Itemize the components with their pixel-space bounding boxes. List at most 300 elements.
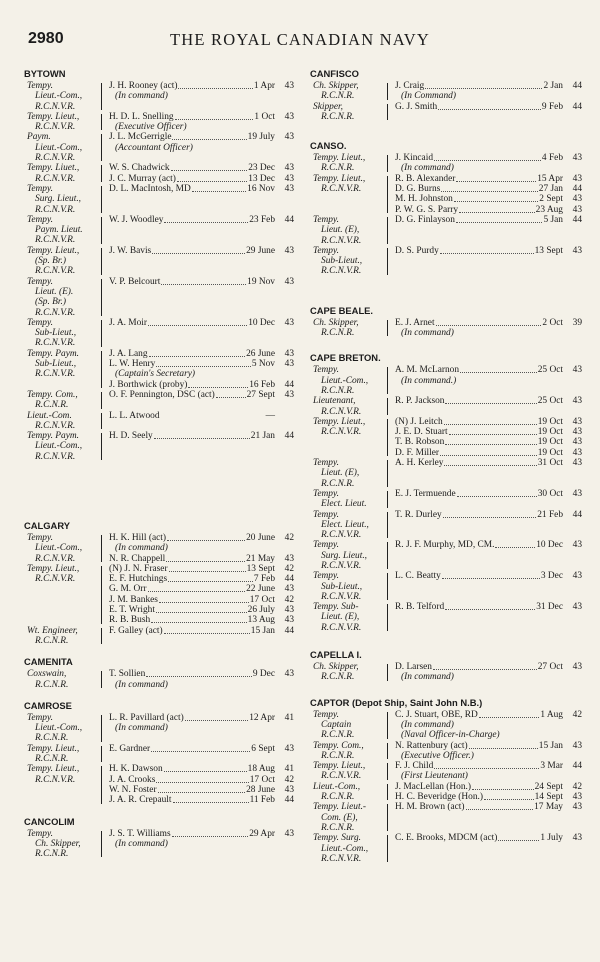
ship-section — [310, 305, 582, 339]
seniority-date: 31 Dec — [536, 602, 563, 613]
seniority-year: 41 — [284, 764, 294, 775]
officer-name: G. M. Orr — [109, 584, 147, 595]
appointment-note: (In command) — [115, 543, 168, 554]
officer-name: D. L. MacIntosh, MD — [109, 183, 191, 194]
ship-name: CAPELLA I. — [310, 649, 362, 661]
appointment-note: (In command) — [401, 328, 454, 339]
seniority-year: 42 — [572, 709, 582, 720]
brace — [97, 246, 109, 277]
rank-label — [24, 713, 97, 744]
officer-entries — [109, 829, 294, 860]
seniority-date: 19 July — [247, 132, 275, 143]
rank-line: Tempy. Lieut., — [27, 764, 80, 775]
officer-name: E. J. Termuende — [395, 488, 456, 499]
brace — [383, 761, 395, 782]
leader-dots — [436, 318, 542, 326]
officer-group — [310, 489, 582, 510]
rank-label — [24, 829, 97, 860]
officer-entries — [395, 741, 582, 762]
officer-group — [24, 163, 294, 184]
officer-name: N. Rattenbury (act) — [395, 740, 468, 751]
officer-entries — [395, 417, 582, 458]
rank-line: (Sp. Br.) — [35, 256, 66, 267]
page-title: THE ROYAL CANADIAN NAVY — [170, 30, 430, 49]
rank-line: R.C.N.V.R. — [321, 427, 362, 438]
seniority-date: 21 Feb — [537, 509, 563, 520]
rank-line: R.C.N.V.R. — [321, 406, 362, 417]
seniority-year: 44 — [572, 184, 582, 195]
rank-line: Wt. Engineer, — [27, 625, 78, 636]
officer-entry — [109, 764, 294, 774]
officer-group — [24, 713, 294, 744]
rank-line: Com. (E), — [321, 812, 358, 823]
officer-group — [310, 153, 582, 174]
officer-group — [310, 662, 582, 683]
officer-name: D. S. Purdy — [395, 245, 439, 256]
officer-group — [24, 669, 294, 690]
officer-entry — [395, 174, 582, 184]
rank-label — [310, 458, 383, 489]
leader-dots — [466, 802, 534, 810]
rank-line: Tempy. — [27, 712, 53, 723]
rank-line: Tempy. — [313, 709, 339, 720]
seniority-year: 42 — [572, 781, 582, 792]
seniority-date: 16 Nov — [247, 183, 275, 194]
officer-entry — [395, 792, 582, 802]
seniority-date: 25 Oct — [537, 365, 563, 376]
appointment-note: (Accountant Officer) — [115, 142, 193, 153]
rank-line: Tempy. Lieut., — [313, 153, 366, 164]
brace — [383, 710, 395, 741]
seniority-year: 43 — [284, 348, 294, 359]
leader-dots — [151, 744, 250, 752]
seniority-date: 19 Oct — [537, 437, 563, 448]
brace — [383, 81, 395, 102]
rank-line: R.C.N.R. — [321, 792, 355, 803]
brace — [97, 829, 109, 860]
seniority-year: 43 — [572, 571, 582, 582]
officer-entries — [395, 81, 582, 102]
leader-dots — [440, 448, 537, 456]
leader-dots — [441, 184, 537, 192]
rank-line: R.C.N.R. — [35, 679, 69, 690]
rank-line: R.C.N.R. — [321, 385, 355, 396]
officer-entries — [395, 174, 582, 215]
appointment-note: (First Lieutenant) — [401, 771, 468, 782]
seniority-date: 15 Apr — [537, 173, 563, 184]
seniority-year: 44 — [284, 574, 294, 585]
seniority-year: 43 — [284, 111, 294, 122]
brace — [383, 458, 395, 489]
rank-line: Paym. Lieut. — [35, 225, 83, 236]
rank-label — [310, 571, 383, 602]
seniority-date: 2 Oct — [542, 317, 563, 328]
officer-entry — [109, 615, 294, 625]
seniority-year: 42 — [284, 774, 294, 785]
seniority-year: 43 — [572, 245, 582, 256]
rank-label — [310, 710, 383, 741]
officer-group — [310, 761, 582, 782]
leader-dots — [156, 775, 248, 783]
seniority-year: 44 — [284, 214, 294, 225]
officer-entry — [109, 584, 294, 594]
brace — [97, 626, 109, 647]
leader-dots — [456, 174, 536, 182]
officer-entries — [109, 277, 294, 318]
officer-entry — [395, 205, 582, 215]
rank-line: Tempy. — [27, 532, 53, 543]
seniority-year: 44 — [572, 761, 582, 772]
rank-line: Skipper, — [313, 101, 343, 112]
rank-line: Tempy. Com., — [313, 740, 364, 751]
seniority-date: 5 Nov — [251, 359, 275, 370]
rank-line: R.C.N.R. — [35, 754, 69, 765]
rank-line: Tempy. — [27, 276, 53, 287]
seniority-date: 24 Sept — [534, 781, 563, 792]
rank-line: Tempy. — [27, 214, 53, 225]
officer-group — [24, 626, 294, 647]
seniority-date: 1 Apr — [253, 81, 275, 91]
appointment-note: (In command) — [401, 672, 454, 683]
officer-entries — [395, 602, 582, 633]
officer-name: E. T. Wright — [109, 605, 155, 616]
rank-line: Tempy. Lieut., — [313, 761, 366, 772]
officer-group — [310, 246, 582, 277]
officer-entry — [395, 246, 582, 256]
leader-dots — [172, 829, 249, 837]
seniority-date: 10 Dec — [536, 540, 563, 551]
leader-dots — [146, 669, 252, 677]
seniority-date: 7 Feb — [253, 574, 275, 585]
officer-entries — [109, 764, 294, 805]
leader-dots — [454, 194, 538, 202]
officer-entry — [395, 318, 582, 328]
officer-entries — [109, 713, 294, 744]
officer-name: E. Gardner — [109, 743, 151, 754]
officer-entries — [395, 246, 582, 277]
seniority-date: 5 Jan — [543, 214, 563, 225]
brace — [97, 277, 109, 318]
officer-name: J. C. Murray (act) — [109, 173, 176, 184]
seniority-date: 17 Oct — [249, 594, 275, 605]
officer-name: D. G. Burns — [395, 184, 441, 195]
brace — [383, 540, 395, 571]
appointment-note: (Captain's Secretary) — [115, 369, 196, 380]
officer-entry — [395, 448, 582, 458]
officer-name: M. H. Johnston — [395, 194, 453, 205]
seniority-year: 43 — [572, 833, 582, 844]
brace — [383, 365, 395, 396]
rank-line: Tempy. Surg. — [313, 833, 362, 844]
officer-entry — [109, 163, 294, 173]
officer-entries — [395, 571, 582, 602]
officer-group — [24, 246, 294, 277]
leader-dots — [156, 605, 247, 613]
leader-dots — [444, 417, 537, 425]
seniority-date: 29 Apr — [249, 828, 275, 839]
officer-entries — [395, 510, 582, 541]
brace — [383, 102, 395, 123]
rank-label — [24, 533, 97, 564]
seniority-year: 42 — [284, 532, 294, 543]
seniority-date: 26 June — [246, 348, 275, 359]
rank-line: Tempy. Com., — [27, 389, 78, 400]
officer-name: J. L. McGerrigle — [109, 132, 172, 143]
seniority-date: 3 Dec — [540, 571, 563, 582]
officer-name: E. F. Hutchings — [109, 574, 168, 585]
officer-group — [24, 112, 294, 133]
seniority-year: 43 — [284, 828, 294, 839]
seniority-year: 44 — [284, 795, 294, 806]
seniority-date: 30 Oct — [537, 488, 563, 499]
brace — [383, 802, 395, 833]
ship-name: CAMROSE — [24, 699, 72, 711]
officer-group — [24, 132, 294, 163]
seniority-year: 43 — [572, 396, 582, 407]
left-column — [24, 68, 294, 859]
officer-entries — [109, 112, 294, 133]
rank-label — [24, 744, 97, 765]
rank-line: R.C.N.V.R. — [35, 307, 76, 318]
officer-entry — [395, 396, 582, 406]
ship-section — [310, 140, 582, 277]
leader-dots — [438, 102, 541, 110]
rank-line: R.C.N.V.R. — [35, 266, 76, 277]
rank-line: R.C.N.V.R. — [35, 338, 76, 349]
officer-group — [310, 102, 582, 123]
leader-dots — [154, 431, 250, 439]
brace — [383, 318, 395, 339]
seniority-date: 13 Sept — [534, 245, 563, 256]
officer-entry — [395, 540, 582, 550]
rank-label — [310, 81, 383, 102]
rank-line: Lieut. (E), — [321, 612, 360, 623]
seniority-date: 23 Feb — [249, 214, 275, 225]
leader-dots — [443, 510, 537, 518]
rank-line: Ch. Skipper, — [313, 317, 359, 328]
rank-line: R.C.N.R. — [35, 400, 69, 411]
officer-entry — [109, 669, 294, 679]
seniority-date: 22 June — [246, 584, 275, 595]
officer-group — [310, 710, 582, 741]
officer-name: A. H. Kerley — [395, 458, 444, 469]
officer-entry — [109, 626, 294, 636]
rank-label — [24, 764, 97, 805]
seniority-year: 41 — [284, 712, 294, 723]
rank-line: Captain — [321, 719, 352, 730]
seniority-year: 43 — [284, 389, 294, 400]
officer-name: N. R. Chappell — [109, 553, 166, 564]
officer-entry — [395, 510, 582, 520]
rank-line: Tempy. — [313, 571, 339, 582]
leader-dots — [440, 246, 534, 254]
officer-group — [310, 417, 582, 458]
rank-line: Lieut. (E), — [321, 225, 360, 236]
officer-entry — [109, 174, 294, 184]
officer-group — [310, 540, 582, 571]
rank-line: Ch. Skipper, — [35, 838, 81, 849]
officer-group — [310, 365, 582, 396]
officer-entry — [109, 390, 294, 400]
brace — [383, 833, 395, 864]
officer-group — [310, 81, 582, 102]
rank-line: Lieut.-Com., — [313, 781, 361, 792]
rank-line: Tempy. — [313, 214, 339, 225]
officer-name: D. G. Finlayson — [395, 214, 455, 225]
rank-line: Lieut.-Com., — [35, 543, 83, 554]
rank-line: R.C.N.V.R. — [321, 591, 362, 602]
rank-line: Tempy. Lieut.- — [313, 802, 367, 813]
rank-line: R.C.N.V.R. — [35, 553, 76, 564]
officer-name: T. R. Durley — [395, 509, 442, 520]
officer-name: H. C. Beveridge (Hon.) — [395, 792, 484, 803]
rank-line: R.C.N.V.R. — [321, 771, 362, 782]
seniority-date: 10 Dec — [248, 317, 275, 328]
officer-entry — [109, 744, 294, 754]
officer-entry — [109, 246, 294, 256]
rank-label — [310, 318, 383, 339]
rank-line: Lieut.-Com., — [321, 375, 369, 386]
seniority-date: 18 Aug — [247, 764, 275, 775]
ship-name: CANSO. — [310, 140, 347, 152]
officer-name: J. H. Rooney (act) — [109, 81, 178, 91]
leader-dots — [495, 540, 535, 548]
rank-line: Tempy. — [27, 183, 53, 194]
seniority-date: 27 Oct — [537, 662, 563, 673]
seniority-date: 17 Oct — [249, 774, 275, 785]
rank-label — [310, 153, 383, 174]
officer-name: J. W. Bavis — [109, 245, 152, 256]
rank-label — [24, 163, 97, 184]
leader-dots — [178, 81, 252, 89]
rank-label — [310, 802, 383, 833]
rank-line: R.C.N.R. — [321, 822, 355, 833]
officer-group — [24, 184, 294, 215]
page-header — [28, 30, 572, 54]
officer-name: G. J. Smith — [395, 101, 438, 112]
rank-line: Lieut.-Com., — [321, 843, 369, 854]
brace — [383, 396, 395, 417]
rank-line: R.C.N.V.R. — [35, 420, 76, 431]
brace — [383, 174, 395, 215]
officer-entries — [109, 669, 294, 690]
seniority-date: 1 July — [540, 833, 563, 844]
officer-entries — [109, 411, 294, 432]
brace — [97, 564, 109, 626]
seniority-year: 44 — [572, 101, 582, 112]
leader-dots — [445, 602, 535, 610]
rank-line: R.C.N.V.R. — [35, 235, 76, 246]
rank-line: Tempy. — [313, 245, 339, 256]
officer-name: L. R. Pavillard (act) — [109, 712, 184, 723]
rank-line: Tempy. Liuet., — [27, 163, 80, 174]
ship-section — [24, 520, 294, 646]
officer-entry — [109, 411, 294, 421]
seniority-date: 4 Feb — [541, 153, 563, 164]
rank-line: R.C.N.R. — [321, 478, 355, 489]
leader-dots — [149, 349, 246, 357]
seniority-year: 44 — [572, 81, 582, 91]
officer-group — [24, 764, 294, 805]
seniority-date: 16 Feb — [249, 379, 275, 390]
rank-label — [24, 246, 97, 277]
officer-group — [310, 833, 582, 864]
officer-entries — [395, 489, 582, 510]
seniority-year: 43 — [572, 802, 582, 813]
seniority-date: 15 Jan — [538, 740, 563, 751]
officer-name: H. D. L. Snelling — [109, 111, 174, 122]
rank-label — [310, 662, 383, 683]
rank-label — [310, 761, 383, 782]
seniority-date: 9 Feb — [541, 101, 563, 112]
seniority-date: 27 Sept — [246, 389, 275, 400]
officer-name: R. J. F. Murphy, MD, CM. — [395, 540, 495, 551]
officer-entry — [109, 359, 294, 369]
appointment-note: (Naval Officer-in-Charge) — [401, 730, 500, 741]
rank-line: Ch. Skipper, — [313, 662, 359, 673]
rank-label — [310, 741, 383, 762]
rank-line: Tempy. — [313, 540, 339, 551]
officer-entry — [395, 571, 582, 581]
seniority-date: 19 Oct — [537, 416, 563, 427]
officer-entry — [109, 795, 294, 805]
seniority-date: 20 June — [246, 532, 275, 543]
seniority-year: 43 — [572, 458, 582, 469]
rank-label — [24, 277, 97, 318]
seniority-year: 43 — [572, 153, 582, 164]
seniority-year: 43 — [284, 359, 294, 370]
brace — [97, 713, 109, 744]
rank-line: Tempy. Paym. — [27, 348, 79, 359]
officer-entries — [109, 246, 294, 277]
rank-line: Tempy. Lieut., — [313, 173, 366, 184]
leader-dots — [185, 713, 249, 721]
officer-entry — [395, 365, 582, 375]
seniority-date: 2 Sept — [539, 194, 563, 205]
officer-entries — [395, 215, 582, 246]
brace — [383, 741, 395, 762]
officer-group — [310, 602, 582, 633]
officer-group — [24, 349, 294, 390]
seniority-year: 42 — [284, 563, 294, 574]
rank-line: Tempy. Lieut., — [27, 245, 80, 256]
ship-name: CAPTOR (Depot Ship, Saint John N.B.) — [310, 696, 483, 708]
seniority-year: 44 — [284, 625, 294, 636]
leader-dots — [445, 437, 536, 445]
rank-label — [310, 365, 383, 396]
brace — [97, 669, 109, 690]
seniority-year: 44 — [284, 379, 294, 390]
seniority-date: 21 Jan — [250, 431, 275, 442]
seniority-year: 43 — [572, 540, 582, 551]
ship-name: BYTOWN — [24, 68, 66, 79]
officer-entry — [395, 458, 582, 468]
officer-name: E. J. Arnet — [395, 317, 435, 328]
brace — [97, 764, 109, 805]
seniority-year: 43 — [572, 416, 582, 427]
brace — [383, 246, 395, 277]
seniority-year: 43 — [284, 605, 294, 616]
leader-dots — [151, 615, 246, 623]
officer-group — [24, 411, 294, 432]
officer-name: R. B. Telford — [395, 602, 445, 613]
leader-dots — [164, 215, 248, 223]
leader-dots — [472, 782, 534, 790]
rank-line: Tempy. Sub- — [313, 602, 359, 613]
leader-dots — [161, 411, 265, 418]
seniority-year: 43 — [284, 81, 294, 91]
leader-dots — [164, 764, 247, 772]
